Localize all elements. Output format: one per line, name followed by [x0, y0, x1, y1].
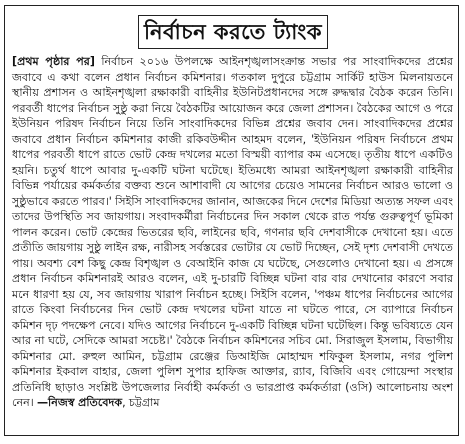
byline: —নিজস্ব প্রতিবেদক [36, 396, 123, 409]
article-body [12, 54, 453, 411]
headline-box [138, 15, 328, 49]
headline: নির্বাচন করতে ট্যাংক [143, 19, 323, 44]
news-clipping [4, 5, 459, 436]
dateline: , চট্টগ্রাম [122, 396, 160, 409]
continuation-kicker: [প্রথম পৃষ্ঠার পর] [12, 55, 95, 68]
article-text: নির্বাচন ২০১৬ উপলক্ষে আইনশৃঙ্খলাসংক্রান্ত সভার পর সাংবাদিকদের প্রশ্নের জবাবে এ কথা বলেন প্রধান নির্বাচন কমিশনার। গতকাল দুপুরে চট্টগ্রাম সার্কিট হাউস মিলনায়তনে স্থানীয় প্রশাসন ও আইনশৃঙ্খলা রক্ষাকারী বাহিনীর ইউনিটপ্রধানদের সঙ্গে রুদ্ধদ্বার বৈঠক করেন তিনি। পরবর্তী ধাপের নির্বাচন সুষ্ঠু করা নিয়ে বৈঠকটির আয়োজন করে জেলা প্রশাসন। বৈঠকের আগে ও পরে ইউনিয়ন পরিষদ নির্বাচন নিয়ে তিনি সাংবাদিকদের বিভিন্ন প্রশ্নের জবাব দেন। সাংবাদিকদের প্রশ্নের জবাবে প্রধান নির্বাচন কমিশনার কাজী রকিবউদ্দীন আহমদ বলেন, 'ইউনিয়ন পরিষদ নির্বাচনে প্রথম ধাপের পরবর্তী ধাপে রাতে ভোট কেন্দ্র দখলের মতো বিস্ময়ী ব্যাপার কম এসেছে। তৃতীয় ধাপে একটিও হয়নি। চতুর্থ ধাপে আবার দু-একটি ঘটনা ঘটেছে। ইতিমধ্যে আমরা আইনশৃঙ্খলা রক্ষাকারী বাহিনীর বিভিন্ন পর্যায়ের কর্মকর্তার বক্তব্য শুনে আশাবাদী যে আগের চেয়েও সামনের নির্বাচন আরও ভালো ও সুষ্ঠুভাবে করতে পারব।' সিইসি সাংবাদিকদের জানান, আজকের দিনে দেশের মিডিয়া অত্যন্ত সফল এবং তাদের উপস্থিতি সব জায়গায়। সংবাদকর্মীরা নির্বাচনের দিন সকাল থেকে রাত পর্যন্ত গুরুত্বপূর্ণ ভূমিকা পালন করেন। ভোট কেন্দ্রের ভিতরের ছবি, লাইনের ছবি, গণনার ছবি দেশবাসীকে দেখানো হয়। এতে প্রতীতি জায়গায় সুষ্ঠু লাইন রক্ষ, নারীসহ সর্বস্তরের ভোটার যে ভোট দিচ্ছেন, সেই দৃশ্য দেশবাসী দেখতে পায়। অবশ্য বেশ কিছু কেন্দ্র বিশৃঙ্খল ও বেআইনি কাজ যে ঘটেছে, সেগুলোও দেখানো হয়। এ প্রসঙ্গে প্রধান নির্বাচন কমিশনারই আরও বলেন, এই দু-চারটি বিচ্ছিন্ন ঘটনা বার বার দেখানোর কারণে সবার মনে ধারণা হয় যে, সব জায়গায় খারাপ নির্বাচন হচ্ছে। সিইসি বলেন, 'পঞ্চম ধাপের নির্বাচনের আগের রাতে কিংবা নির্বাচনের দিন ভোট কেন্দ্র দখলের ঘটনা যাতে না ঘটতে পারে, সে ব্যাপারে নির্বাচন কমিশন দৃঢ় পদক্ষেপ নেবে। যদিও আগের নির্বাচনে দু-একটি বিচ্ছিন্ন ঘটনা ঘটেছিল। কিন্তু ভবিষ্যতে যেন আর না ঘটে, সেদিকে আমরা সচেষ্ট।' বৈঠকে নির্বাচন কমিশনের সচিব মো. সিরাজুল ইসলাম, বিভাগীয় কমিশনার মো. রুহুল আমিন, চট্টগ্রাম রেঞ্জের ডিআইজি মোহাম্মদ শফিকুল ইসলাম, নগর পুলিশ কমিশনার ইকবাল বাহার, জেলা পুলিশ সুপার হাফিজ আক্তার, র‍্যাব, বিজিবি এবং গোয়েন্দা সংস্থার প্রতিনিধি ছাড়াও সংশ্লিষ্ট উপজেলার নির্বাহী কর্মকর্তা ও ভারপ্রাপ্ত কর্মকর্তারা (ওসি) আলোচনায় অংশ নেন। [12, 55, 453, 409]
